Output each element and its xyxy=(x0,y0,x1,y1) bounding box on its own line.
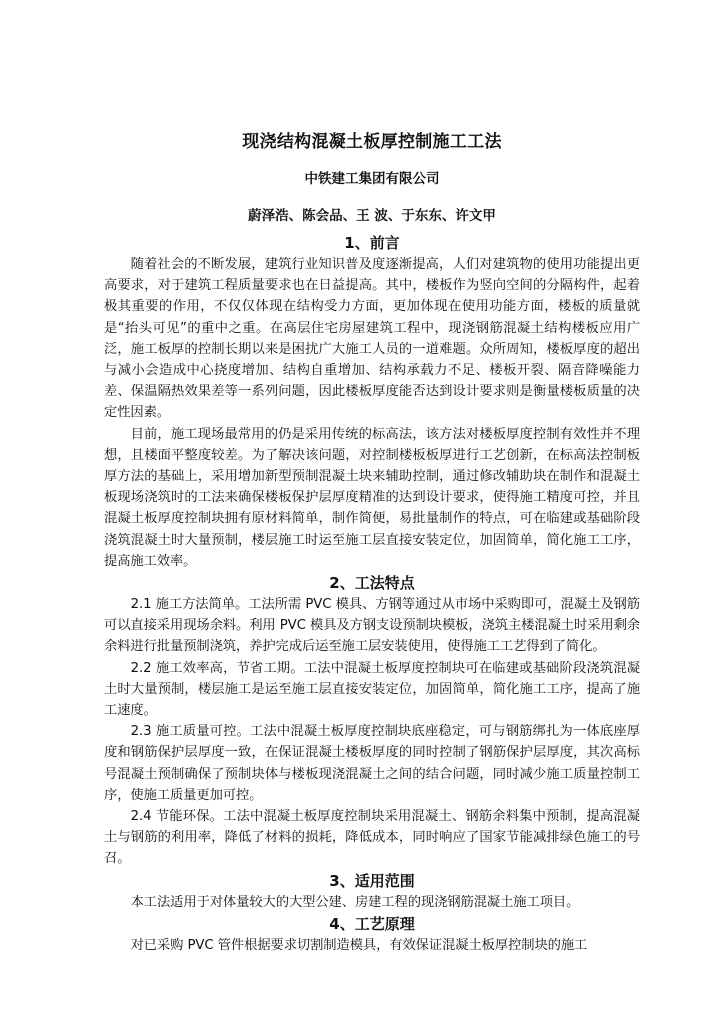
foreword-paragraph-1: 随着社会的不断发展，建筑行业知识普及度逐渐提高，人们对建筑物的使用功能提出更高要求，对于建筑工程质量要求也在日益提高。其中，楼板作为竖向空间的分隔构件，起着极其重要的作用，不仅仅体现在结构受力方面，更加体现在使用功能方面，楼板的质量就是“抬头可见”的重中之重。在高层住宅房屋建筑工程中，现浇钢筋混凝土结构楼板应用广泛，施工板厚的控制长期以来是困扰广大施工人员的一道难题。众所周知，楼板厚度的超出与减小会造成中心挠度增加、结构自重增加、结构承载力不足、楼板开裂、隔音降噪能力差、保温隔热效果差等一系列问题，因此楼板厚度能否达到设计要求则是衡量楼板质量的决定性因素。 xyxy=(104,257,640,421)
features-paragraph-2-4: 2.4 节能环保。工法中混凝土板厚度控制块采用混凝土、钢筋余料集中预制，提高混凝土与钢筋的利用率，降低了材料的损耗，降低成本，同时响应了国家节能减排绿色施工的号召。 xyxy=(104,809,640,867)
features-paragraph-2-1: 2.1 施工方法简单。工法所需 PVC 模具、方钢等通过从市场中采购即可，混凝土及钢筋可以直接采用现场余料。利用 PVC 模具及方钢支设预制块模板，浇筑主楼混凝土时采用剩余余料进行批量预制浇筑，养护完成后运至施工层安装使用，使得施工工艺得到了简化。 xyxy=(104,597,640,655)
section-heading-features: 2、工法特点 xyxy=(329,574,415,593)
scope-paragraph: 本工法适用于对体量较大的大型公建、房建工程的现浇钢筋混凝土施工项目。 xyxy=(130,894,580,910)
foreword-paragraph-2: 目前，施工现场最常用的仍是采用传统的标高法，该方法对楼板厚度控制有效性并不理想，且楼面平整度较差。为了解决该问题，对控制楼板板厚进行工艺创新，在标高法控制板厚方法的基础上，采用增加新型预制混凝土块来辅助控制，通过修改辅助块在制作和混凝土板现场浇筑时的工法来确保楼板保护层厚度精准的达到设计要求，使得施工精度可控，并且混凝土板厚度控制块拥有原材料简单，制作简便，易批量制作的特点，可在临建或基础阶段浇筑混凝土时大量预制，楼层施工时运至施工层直接安装定位，加固简单，简化施工工序，提高施工效率。 xyxy=(104,426,640,569)
company-name: 中铁建工集团有限公司 xyxy=(304,171,440,187)
features-paragraph-2-2: 2.2 施工效率高，节省工期。工法中混凝土板厚度控制块可在临建或基础阶段浇筑混凝土时大量预制，楼层施工是运至施工层直接安装定位，加固简单，简化施工工序，提高了施工速度。 xyxy=(104,660,640,719)
author-list: 蔚泽浩、陈会品、王 波、于东东、许文甲 xyxy=(248,208,496,224)
document-page xyxy=(104,0,640,1024)
section-heading-scope: 3、适用范围 xyxy=(329,871,415,890)
document-body xyxy=(104,232,640,956)
section-heading-foreword: 1、前言 xyxy=(344,234,400,252)
document-title: 现浇结构混凝土板厚控制施工工法 xyxy=(242,132,502,152)
principle-paragraph: 对已采购 PVC 管件根据要求切割制造模具，有效保证混凝土板厚控制块的施工 xyxy=(130,937,588,953)
section-heading-principle: 4、工艺原理 xyxy=(329,914,415,933)
features-paragraph-2-3: 2.3 施工质量可控。工法中混凝土板厚度控制块底座稳定，可与钢筋绑扎为一体底座厚度和钢筋保护层厚度一致，在保证混凝土楼板厚度的同时控制了钢筋保护层厚度，其次高标号混凝土预制确保了预制块体与楼板现浇混凝土之间的结合问题，同时减少施工质量控制工序，使施工质量更加可控。 xyxy=(104,724,640,803)
